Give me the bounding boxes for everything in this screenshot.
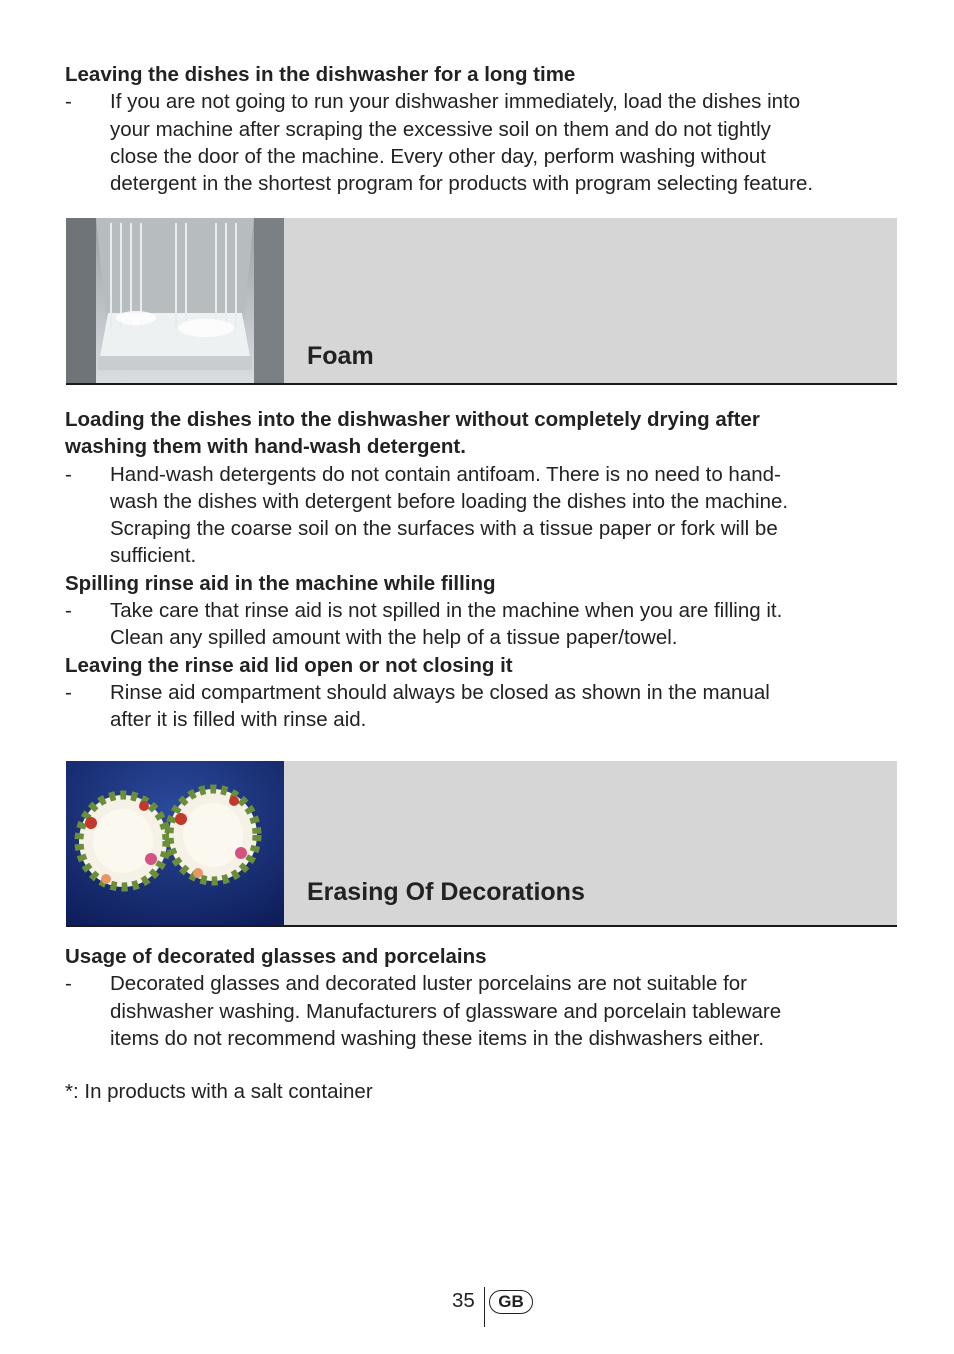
language-badge: GB (489, 1290, 533, 1314)
heading-line: washing them with hand-wash detergent. (65, 435, 466, 459)
dash-bullet: - (65, 90, 72, 114)
item-line: If you are not going to run your dishwasher immediately, load the dishes into (110, 90, 801, 114)
banner-title: Foam (307, 342, 374, 370)
item-line: your machine after scraping the excessive soil on them and do not tightly (110, 117, 771, 141)
dishwasher-interior-photo (66, 218, 284, 383)
dash-bullet: - (65, 599, 72, 623)
item-line: items do not recommend washing these items in the dishwashers either. (110, 1026, 765, 1050)
list-item (65, 970, 905, 1052)
list-item (65, 461, 905, 570)
section-long-time (65, 61, 905, 197)
item-line: wash the dishes with detergent before loading the dishes into the machine. (110, 489, 789, 513)
dishwasher-interior-image (66, 218, 284, 383)
footer-divider (484, 1287, 485, 1327)
list-item (65, 679, 905, 734)
section-hand-wash (65, 406, 905, 734)
item-line: Take care that rinse aid is not spilled in the machine when you are filling it. (110, 599, 783, 623)
item-line: Scraping the coarse soil on the surfaces with a tissue paper or fork will be (110, 517, 778, 541)
dash-bullet: - (65, 462, 72, 486)
decorations-banner (66, 761, 897, 927)
page-number: 35 (452, 1289, 475, 1312)
list-item (65, 88, 905, 197)
dash-bullet: - (65, 680, 72, 704)
item-line: Hand-wash detergents do not contain antifoam. There is no need to hand- (110, 462, 781, 486)
footnote: *: In products with a salt container (65, 1080, 373, 1103)
banner-title: Erasing Of Decorations (307, 878, 585, 906)
decorated-plates-image (66, 761, 284, 925)
item-line: dishwasher washing. Manufacturers of glassware and porcelain tableware (110, 999, 782, 1023)
item-line: after it is filled with rinse aid. (110, 708, 367, 732)
list-item (65, 597, 905, 652)
section-heading: Leaving the dishes in the dishwasher for a long time (65, 63, 576, 86)
item-line: detergent in the shortest program for products with program selecting feature. (110, 172, 814, 196)
heading-line: Loading the dishes into the dishwasher without completely drying after (65, 408, 760, 431)
section-heading: Leaving the rinse aid lid open or not closing it (65, 653, 513, 677)
item-line: Clean any spilled amount with the help of a tissue paper/towel. (110, 626, 678, 650)
dash-bullet: - (65, 972, 72, 996)
decorated-plates-photo (66, 761, 284, 925)
item-line: sufficient. (110, 544, 197, 568)
section-heading (65, 406, 905, 461)
item-line: close the door of the machine. Every other day, perform washing without (110, 144, 766, 168)
section-decorated (65, 943, 905, 1052)
item-line: Decorated glasses and decorated luster porcelains are not suitable for (110, 972, 748, 996)
item-line: Rinse aid compartment should always be closed as shown in the manual (110, 680, 770, 704)
section-heading: Usage of decorated glasses and porcelains (65, 945, 487, 968)
section-heading: Spilling rinse aid in the machine while filling (65, 571, 496, 595)
foam-banner (66, 218, 897, 385)
